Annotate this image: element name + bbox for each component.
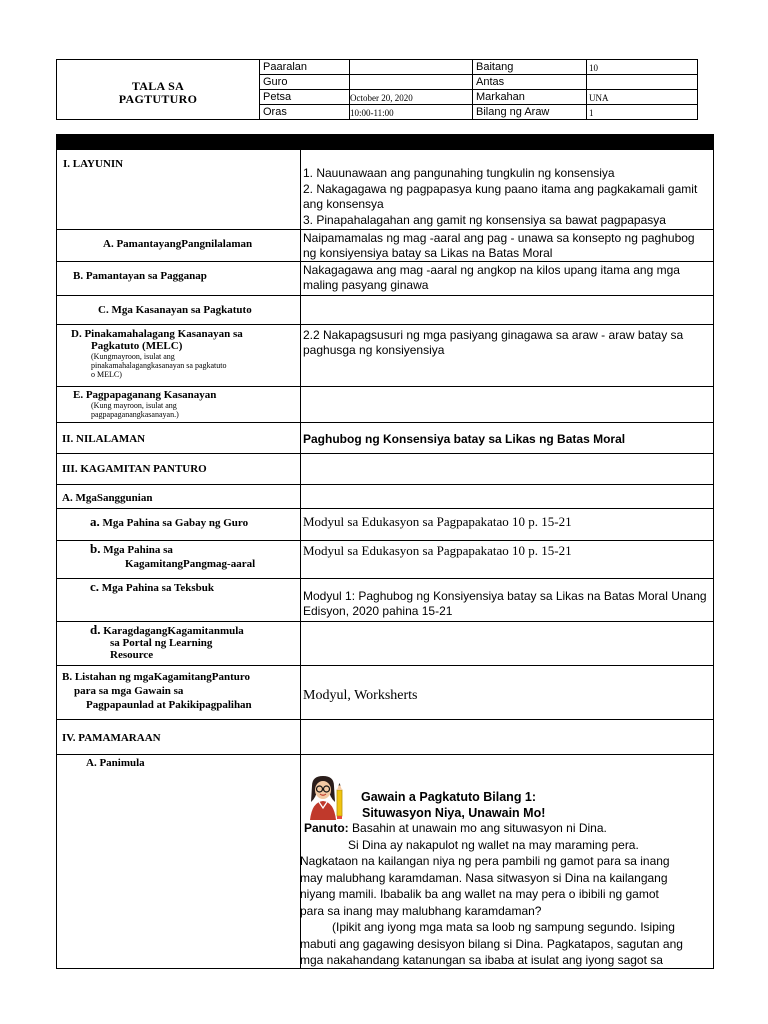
- melc-value: 2.2 Nakapagsusuri ng mga pasiyang ginagawa sa araw - araw batay sa paghusga ng konsiyensiya: [303, 328, 684, 357]
- para-2-line-4: para sa inang may malubhang karamdaman?: [300, 903, 542, 918]
- teksbuk-value: Modyul 1: Paghubog ng Konsiyensiya batay sa Likas na Batas Moral Unang Edisyon, 2020 pahina 15-21: [303, 589, 707, 618]
- pagpapaganang-label: [73, 389, 216, 419]
- teksbuk-label: [90, 581, 214, 594]
- activity-title-line-1: Gawain a Pagkatuto Bilang 1:: [361, 790, 537, 804]
- melc-label-line-1: D. Pinakamahalagang Kasanayan sa: [71, 328, 243, 340]
- petsa-value: October 20, 2020: [350, 93, 413, 103]
- activity-para-2: [300, 853, 706, 919]
- activity-body: [300, 820, 706, 969]
- para-3-line-2: mga nakahandang katanungan sa ibaba at isulat ang iyong sagot sa: [300, 953, 663, 967]
- panimula-label: A. Panimula: [86, 757, 145, 769]
- listahan-label: [62, 670, 252, 712]
- activity-title: [361, 789, 545, 821]
- kagamitang-pangmag-aaral-line-1: Mga Pahina sa: [103, 544, 173, 556]
- melc-sub-1: (Kungmayroon, isulat ang: [91, 352, 175, 361]
- gabay-guro-value: Modyul sa Edukasyon sa Pagpapakatao 10 p. 15-21: [303, 514, 572, 529]
- pamantayang-pangnilalaman-label: A. PamantayangPangnilalaman: [103, 238, 253, 250]
- gabay-guro-text: Mga Pahina sa Gabay ng Guro: [102, 517, 249, 529]
- gabay-guro-letter: a.: [90, 514, 100, 529]
- karagdagang-line-2: sa Portal ng Learning: [110, 637, 213, 649]
- para-2-line-1: Nagkataon na kailangan niya ng pera pambili ng gamot para sa inang: [300, 854, 670, 868]
- activity-para-1: Si Dina ay nakapulot ng wallet na may maraming pera.: [348, 837, 639, 852]
- title-line-1: TALA SA: [131, 79, 185, 93]
- bilang-ng-araw-value: 1: [589, 108, 594, 118]
- pamantayan-pagganap-label: B. Pamantayan sa Pagganap: [73, 270, 207, 282]
- activity-para-3-first: (Ipikit ang iyong mga mata sa loob ng sampung segundo. Isiping: [332, 920, 675, 934]
- pagpapaganang-sub-1: (Kung mayroon, isulat ang: [91, 401, 177, 410]
- activity-para-3: [300, 936, 706, 969]
- melc-sub-2: pinakamahalagangkasanayan sa pagkatuto: [91, 361, 227, 370]
- guro-label: Guro: [263, 76, 288, 88]
- kagamitang-pangmag-aaral-label: [90, 543, 255, 570]
- layunin-item-1: 1. Nauunawaan ang pangunahing tungkulin ng konsensiya: [303, 166, 615, 180]
- teksbuk-text: Mga Pahina sa Teksbuk: [101, 582, 214, 594]
- melc-label: [71, 328, 243, 379]
- page-title: [57, 80, 259, 106]
- oras-value: 10:00-11:00: [350, 108, 394, 118]
- nilalaman-label: II. NILALAMAN: [62, 433, 146, 445]
- title-line-2: PAGTUTURO: [118, 92, 198, 106]
- header-table: [56, 59, 698, 120]
- pamantayan-pagganap-value: Nakagagawa ang mag -aaral ng angkop na kilos upang itama ang mga maling pasyang ginawa: [303, 263, 680, 292]
- kagamitang-pangmag-aaral-line-2: KagamitangPangmag-aaral: [125, 558, 256, 570]
- listahan-line-3: Pagpapaunlad at Pakikipagpalihan: [86, 699, 252, 711]
- teksbuk-letter: c.: [90, 579, 100, 594]
- pamantayang-pangnilalaman-value: Naipamamalas ng mag -aaral ang pag - unawa sa konsepto ng paghubog ng konsiyensiya batay sa Likas na Batas Moral: [303, 231, 695, 260]
- petsa-label: Petsa: [263, 91, 292, 103]
- kagamitan-panturo-label: III. KAGAMITAN PANTURO: [62, 463, 207, 475]
- antas-label: Antas: [476, 76, 505, 88]
- layunin-list: [303, 166, 703, 228]
- markahan-value: UNA: [589, 93, 609, 103]
- panuto-label: Panuto:: [304, 821, 349, 835]
- pagpapaganang-label-line: E. Pagpapaganang Kasanayan: [73, 389, 217, 401]
- kagamitang-pangmag-aaral-letter: b.: [90, 541, 101, 556]
- layunin-item-2: 2. Nakagagawa ng pagpapasya kung paano itama ang pagkakamali gamit ang konsensya: [303, 181, 698, 211]
- pagpapaganang-sub-2: pagpapaganangkasanayan.): [91, 410, 179, 419]
- kagamitang-pangmag-aaral-value: Modyul sa Edukasyon sa Pagpapakatao 10 p. 15-21: [303, 543, 572, 558]
- karagdagang-label: [90, 624, 244, 661]
- karagdagang-letter: d.: [90, 622, 101, 637]
- karagdagang-line-1: KaragdagangKagamitanmula: [103, 625, 244, 637]
- kasanayan-label: C. Mga Kasanayan sa Pagkatuto: [98, 304, 252, 316]
- activity-title-line-2: Situwasyon Niya, Unawain Mo!: [362, 806, 546, 820]
- karagdagang-line-3: Resource: [110, 649, 154, 661]
- nilalaman-value: Paghubog ng Konsensiya batay sa Likas ng Batas Moral: [303, 432, 626, 446]
- gabay-guro-label: [90, 516, 248, 529]
- paaralan-label: Paaralan: [263, 61, 308, 73]
- header-band: [57, 135, 713, 150]
- layunin-label: I. LAYUNIN: [63, 158, 124, 170]
- para-2-line-3: niyang mamili. Ibabalik ba ang wallet na may pera o ibibili ng gamot: [300, 887, 659, 901]
- panuto-line: [304, 820, 706, 837]
- panuto-text: Basahin at unawain mo ang situwasyon ni Dina.: [352, 821, 607, 835]
- melc-sub-3: o MELC): [91, 370, 122, 379]
- pamamaraan-label: IV. PAMAMARAAN: [62, 732, 161, 744]
- baitang-label: Baitang: [476, 61, 514, 73]
- listahan-line-2: para sa mga Gawain sa: [74, 685, 184, 697]
- melc-label-line-2: Pagkatuto (MELC): [91, 340, 183, 352]
- layunin-item-3: 3. Pinapahalagahan ang gamit ng konsensiya sa bawat pagpapasya: [303, 212, 666, 227]
- markahan-label: Markahan: [476, 91, 525, 103]
- listahan-value: Modyul, Worksherts: [303, 688, 418, 703]
- oras-label: Oras: [263, 106, 287, 118]
- para-3-line-1: mabuti ang gagawing desisyon bilang si Dina. Pagkatapos, sagutan ang: [300, 936, 683, 951]
- para-2-line-2: may malubhang karamdaman. Nasa sitwasyon si Dina na kailangang: [300, 870, 668, 885]
- sanggunian-label: A. MgaSanggunian: [62, 492, 153, 504]
- bilang-ng-araw-label: Bilang ng Araw: [476, 106, 550, 118]
- baitang-value: 10: [589, 63, 598, 73]
- listahan-line-1: B. Listahan ng mgaKagamitangPanturo: [62, 671, 251, 683]
- teacher-with-pencil-icon: [306, 774, 346, 824]
